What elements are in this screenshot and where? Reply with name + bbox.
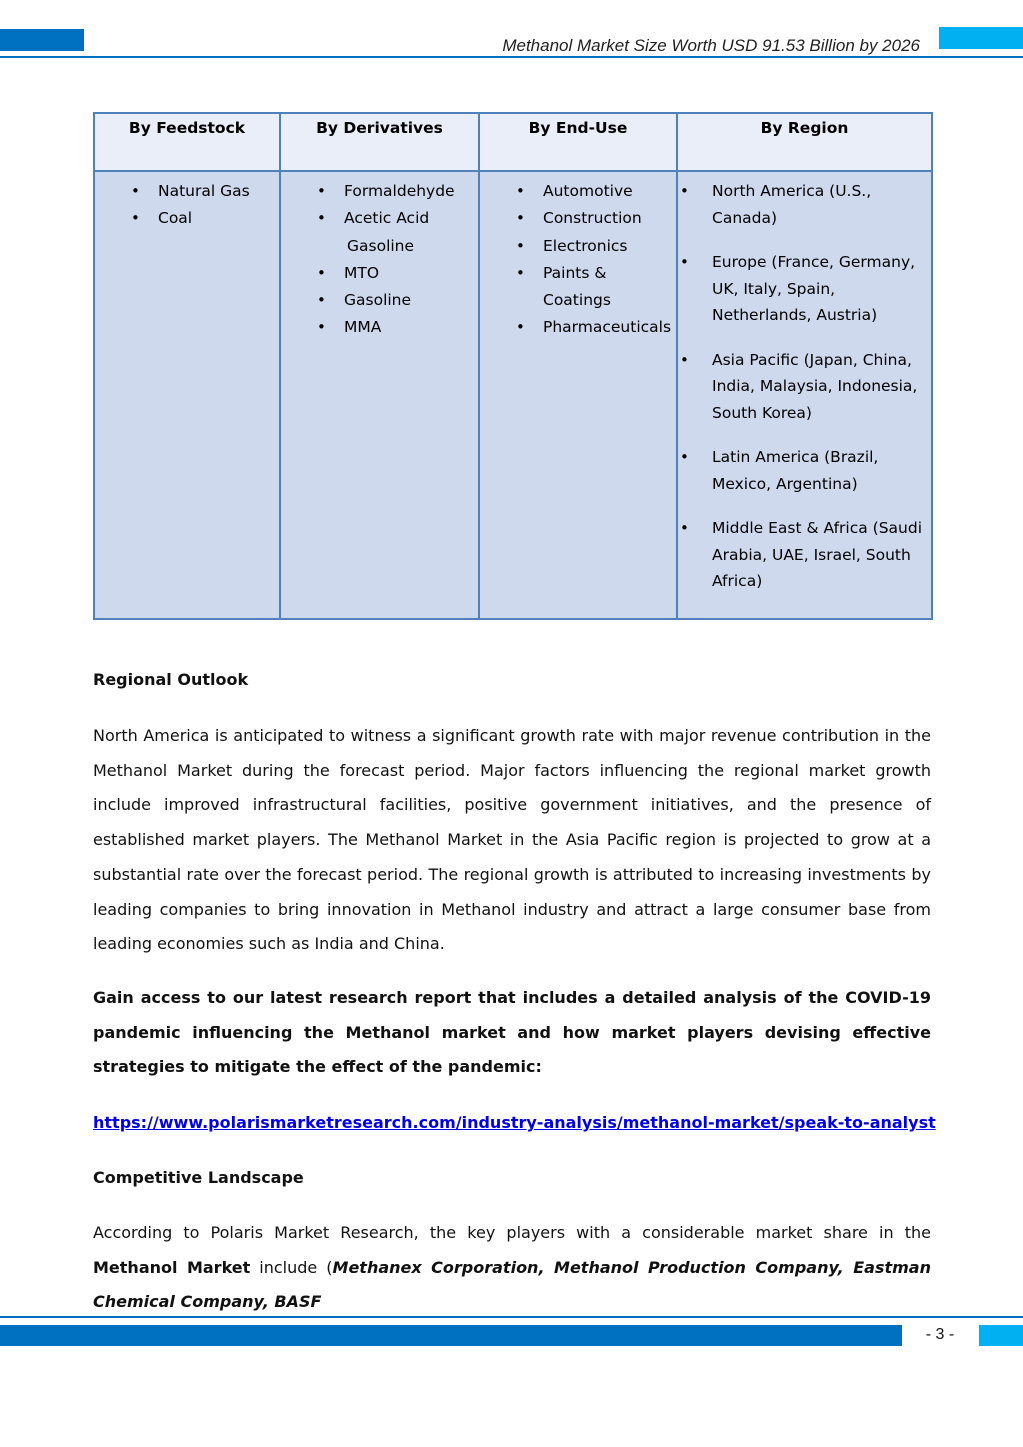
derivatives-cell — [280, 171, 479, 619]
footer-right-block — [979, 1325, 1023, 1346]
competitive-include: include ( — [250, 1257, 333, 1277]
header-by-derivatives: By Derivatives — [280, 113, 479, 171]
header-left-block — [0, 29, 84, 51]
list-item: • Coal — [95, 205, 279, 232]
segmentation-table — [93, 112, 933, 620]
footer-rule — [0, 1316, 1023, 1318]
region-cell — [677, 171, 932, 619]
list-item: • Asia Pacific (Japan, China, India, Malaysia, Indonesia, South Korea) — [678, 347, 931, 427]
list-item: • Paints & Coatings — [480, 260, 676, 315]
competitive-intro: According to Polaris Market Research, the key players with a considerable market share in the — [93, 1223, 931, 1242]
header-by-end-use: By End-Use — [479, 113, 677, 171]
footer-bar — [0, 1325, 902, 1346]
table-row — [94, 171, 932, 619]
region-list — [678, 178, 931, 595]
speak-to-analyst-link[interactable]: https://www.polarismarketresearch.com/industry-analysis/methanol-market/speak-to-analyst — [93, 1113, 936, 1132]
covid-report-cta: Gain access to our latest research report that includes a detailed analysis of the COVID-19 pandemic influencing the Methanol market and how market players devising effective strategies to mitigate the effect of the pandemic: — [93, 988, 931, 1077]
derivatives-list — [281, 178, 478, 342]
list-item: • Formaldehyde — [281, 178, 478, 205]
document-title: Methanol Market Size Worth USD 91.53 Billion by 2026 — [502, 36, 920, 55]
header-rule — [0, 56, 1023, 58]
end-use-cell — [479, 171, 677, 619]
end-use-list — [480, 178, 676, 342]
feedstock-cell — [94, 171, 280, 619]
regional-outlook-heading: Regional Outlook — [93, 670, 249, 689]
header-right-block — [939, 27, 1023, 49]
list-item: • Natural Gas — [95, 178, 279, 205]
list-item: • Construction — [480, 205, 676, 232]
list-item: • Latin America (Brazil, Mexico, Argentina) — [678, 444, 931, 497]
page-number: - 3 - — [925, 1326, 955, 1343]
regional-outlook-paragraph: North America is anticipated to witness a significant growth rate with major revenue contribution in the Methanol Market during the forecast period. Major factors influencing the regional market growth include improved infrastructural facilities, positive government initiatives, and the presence of established market players. The Methanol Market in the Asia Pacific region is projected to grow at a substantial rate over the forecast period. The regional growth is attributed to increasing investments by leading companies to bring innovation in Methanol industry and attract a large consumer base from leading economies such as India and China. — [93, 726, 931, 954]
list-item: • Acetic Acid — [281, 205, 478, 232]
competitive-landscape-heading: Competitive Landscape — [93, 1168, 304, 1187]
list-item: • MMA — [281, 314, 478, 341]
list-item: • Middle East & Africa (Saudi Arabia, UAE, Israel, South Africa) — [678, 515, 931, 595]
table-header-row — [94, 113, 932, 171]
list-item: • Gasoline — [281, 287, 478, 314]
list-item: • Electronics — [480, 233, 676, 260]
header-by-region: By Region — [677, 113, 932, 171]
market-name: Methanol Market — [93, 1257, 251, 1277]
header-by-feedstock: By Feedstock — [94, 113, 280, 171]
list-item: • North America (U.S., Canada) — [678, 178, 931, 231]
feedstock-list — [95, 178, 279, 233]
list-item: • Europe (France, Germany, UK, Italy, Spain, Netherlands, Austria) — [678, 249, 931, 329]
list-item-continuation: Gasoline — [347, 236, 415, 255]
list-item: • Automotive — [480, 178, 676, 205]
competitive-landscape-paragraph — [93, 1216, 931, 1320]
key-players: Methanex Corporation, Methanol Production Company, Eastman Chemical Company, BASF — [93, 1257, 931, 1312]
list-item: • Pharmaceuticals — [480, 314, 676, 341]
list-item: • MTO — [281, 260, 478, 287]
